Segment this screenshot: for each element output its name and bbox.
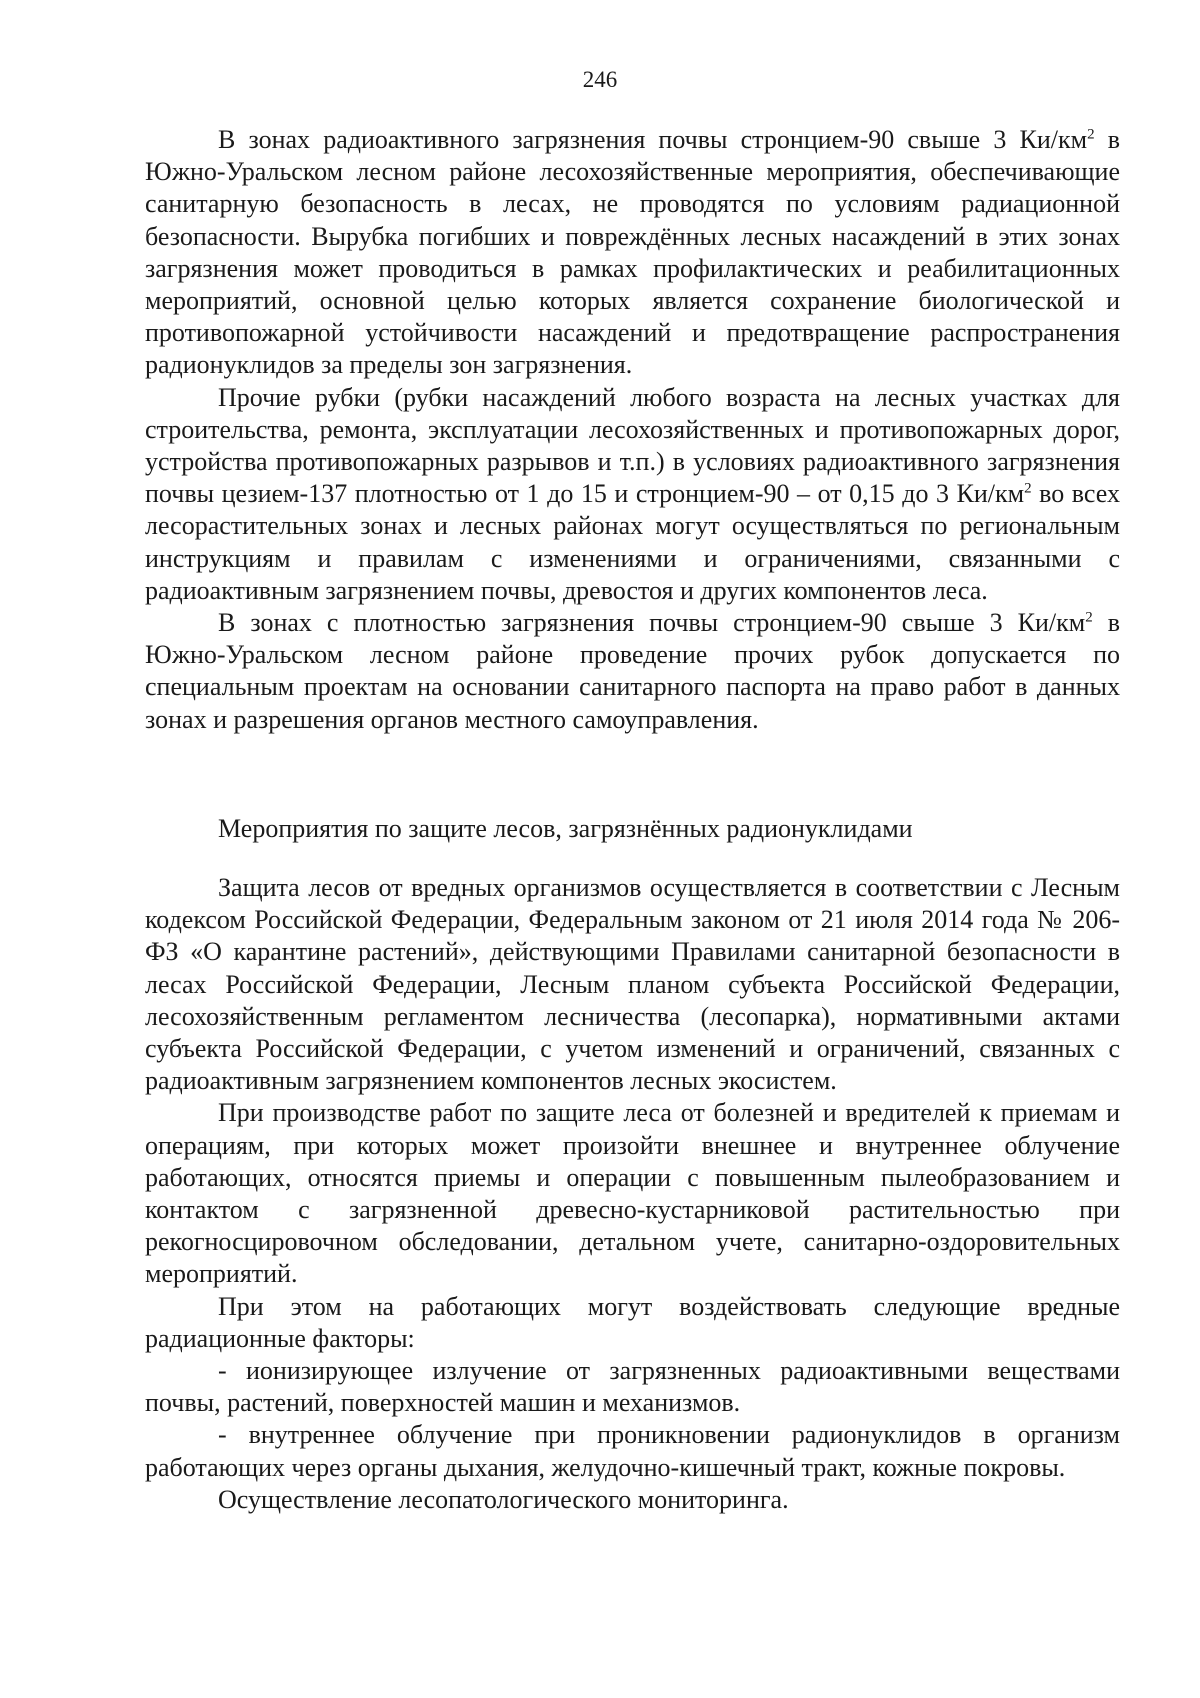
paragraph-5: При производстве работ по защите леса от болезней и вредителей к приемам и операциям, при которых может произойти внешнее и внутреннее облучение работающих, относятся приемы и операции с повышенным пылеобразованием и контактом с загрязненной древесно-кустарниковой растительностью при рекогносцировочном обследовании, детальном учете, санитарно-оздоровительных мероприятий. bbox=[145, 1098, 1120, 1289]
page-number: 246 bbox=[582, 67, 618, 92]
paragraph-2-tail: во всех лесорастительных зонах и лесных районах могут осуществляться по региональным инструкциям и правилам с изменениями и ограничениями, связанными с радиоактивным загрязнением почвы, древостоя и других компонентов леса. bbox=[145, 479, 1120, 605]
section-heading: Мероприятия по защите лесов, загрязнённых радионуклидами bbox=[218, 814, 913, 843]
text-block-top bbox=[145, 124, 1120, 736]
superscript-2: 2 bbox=[1087, 126, 1095, 143]
text-block-bottom bbox=[145, 872, 1120, 1516]
paragraph-3-tail: в Южно-Уральском лесном районе проведение прочих рубок допускается по специальным проектам на основании санитарного паспорта на право работ в данных зонах и разрешения органов местного самоуправления. bbox=[145, 608, 1121, 734]
paragraph-1-text: В зонах радиоактивного загрязнения почвы стронцием-90 свыше 3 Ки/км bbox=[218, 125, 1088, 154]
paragraph-2 bbox=[145, 382, 1120, 607]
paragraph-3-text: В зонах с плотностью загрязнения почвы стронцием-90 свыше 3 Ки/км bbox=[218, 608, 1086, 638]
paragraph-4: Защита лесов от вредных организмов осуществляется в соответствии с Лесным кодексом Российской Федерации, Федеральным законом от 21 июля 2014 года № 206-ФЗ «О карантине растений», действующими Правилами санитарной безопасности в лесах Российской Федерации, Лесным планом субъекта Российской Федерации, лесохозяйственным регламентом лесничества (лесопарка), нормативными актами субъекта Российской Федерации, с учетом изменений и ограничений, связанных с радиоактивным загрязнением компонентов лесных экосистем. bbox=[145, 873, 1120, 1096]
superscript-2: 2 bbox=[1024, 480, 1032, 497]
list-item-internal: - внутреннее облучение при проникновении радионуклидов в организм работающих через органы дыхания, желудочно-кишечный тракт, кожные покровы. bbox=[145, 1420, 1120, 1482]
paragraph-1-tail: в Южно-Уральском лесном районе лесохозяйственные мероприятия, обеспечивающие санитарную безопасность в лесах, не проводятся по условиям радиационной безопасности. Вырубка погибших и повреждённых лесных насаждений в этих зонах загрязнения может проводиться в рамках профилактических и реабилитационных мероприятий, основной целью которых является сохранение биологической и противопожарной устойчивости насаждений и предотвращение распространения радионуклидов за пределы зон загрязнения. bbox=[145, 125, 1120, 380]
paragraph-6: При этом на работающих могут воздействовать следующие вредные радиационные факторы: bbox=[145, 1291, 1120, 1353]
paragraph-7: Осуществление лесопатологического мониторинга. bbox=[218, 1484, 789, 1514]
list-item-ionizing: - ионизирующее излучение от загрязненных радиоактивными веществами почвы, растений, поверхностей машин и механизмов. bbox=[145, 1356, 1120, 1418]
paragraph-3 bbox=[145, 607, 1120, 736]
paragraph-1 bbox=[145, 124, 1120, 382]
superscript-2: 2 bbox=[1085, 609, 1093, 626]
paragraph-2-text: Прочие рубки (рубки насаждений любого возраста на лесных участках для строительства, ремонта, эксплуатации лесохозяйственных и противопожарных дорог, устройства противопожарных разрывов и т.п.) в условиях радиоактивного загрязнения почвы цезием-137 плотностью от 1 до 15 и стронцием-90 – от 0,15 до 3 Ки/км bbox=[145, 382, 1120, 509]
